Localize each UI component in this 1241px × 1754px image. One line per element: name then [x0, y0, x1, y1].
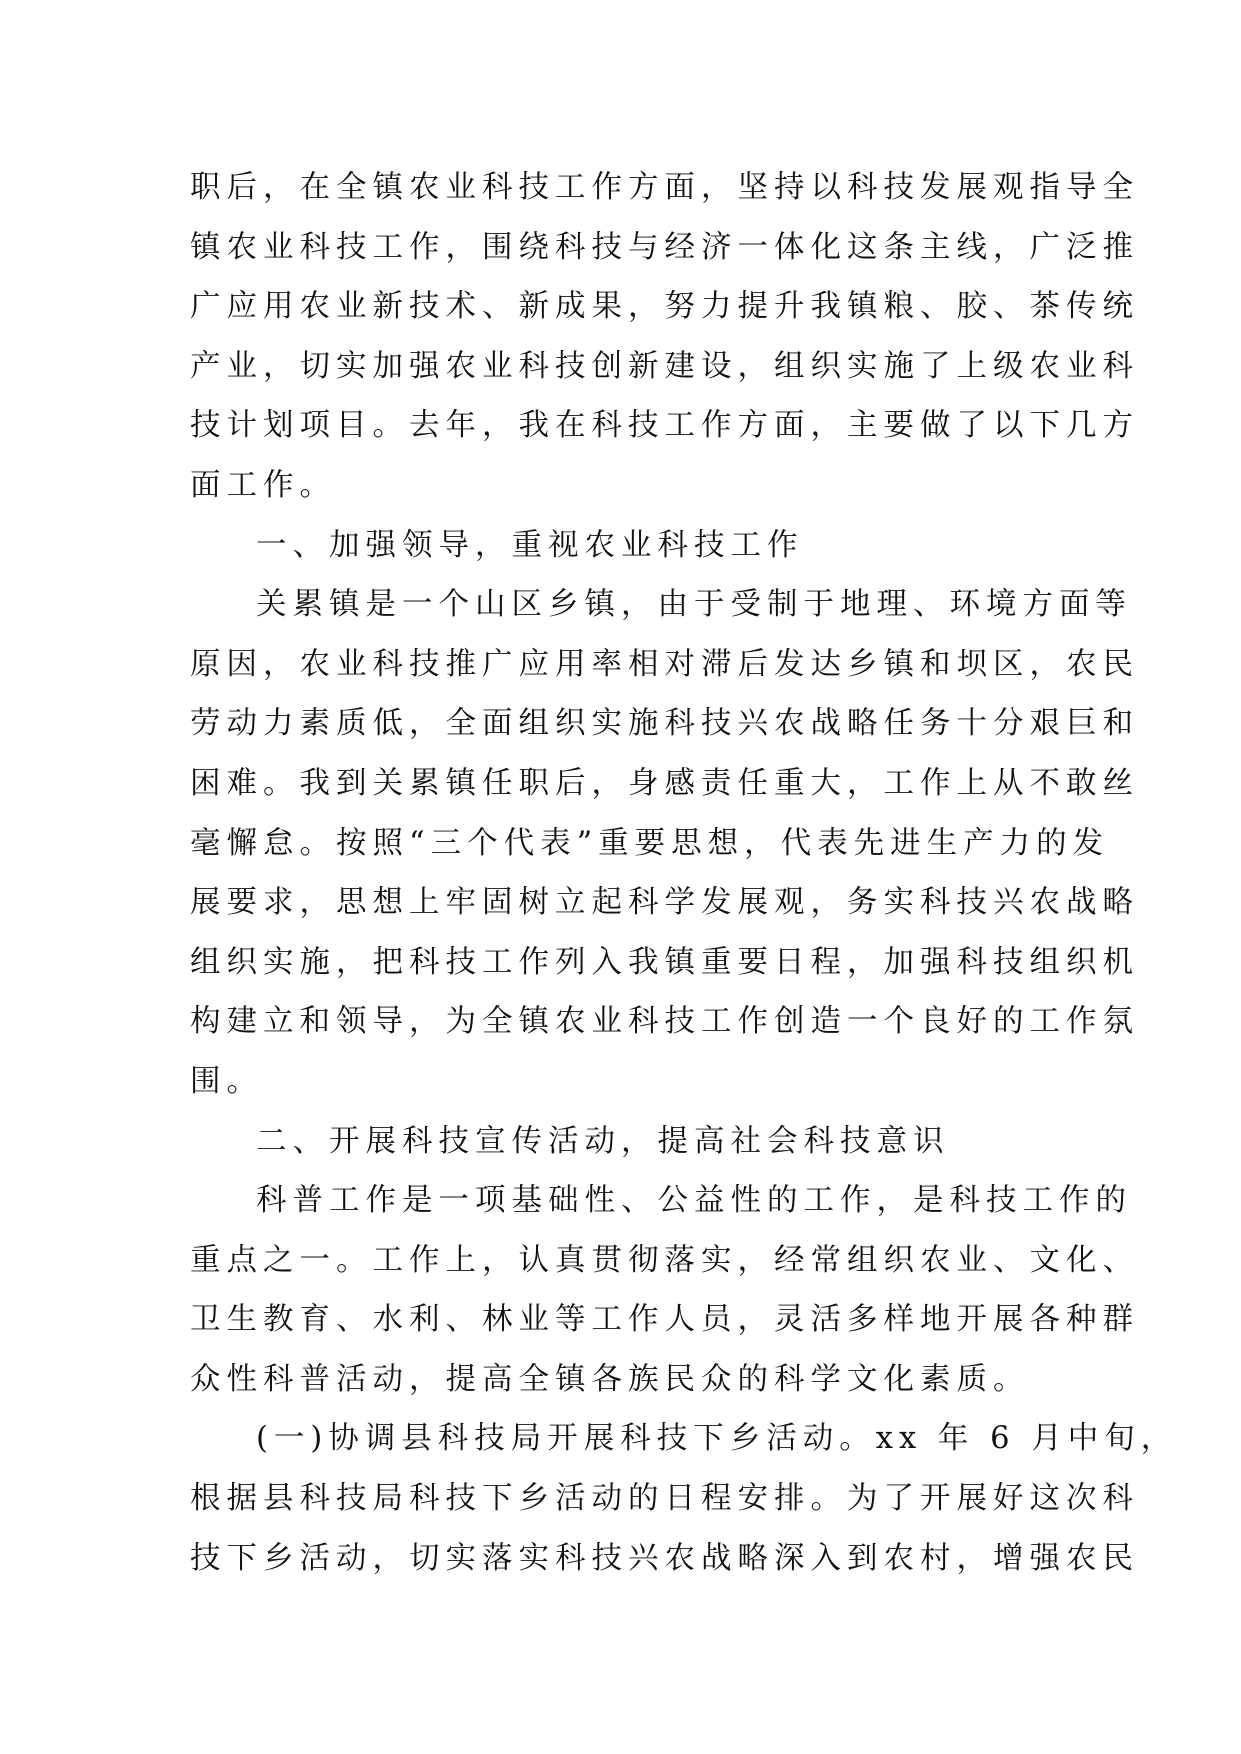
text-line: 重点之一。工作上，认真贯彻落实，经常组织农业、文化、 [190, 1242, 1139, 1278]
text-line: 毫懈怠。按照“三个代表”重要思想，代表先进生产力的发 [190, 825, 1110, 861]
text-line: 根据县科技局科技下乡活动的日程安排。为了开展好这次科 [190, 1481, 1139, 1517]
document-body [190, 158, 1178, 1588]
text-line: 产业，切实加强农业科技创新建设，组织实施了上级农业科 [190, 348, 1139, 384]
text-line: 劳动力素质低，全面组织实施科技兴农战略任务十分艰巨和 [190, 706, 1139, 742]
text-line: 面工作。 [190, 467, 336, 503]
text-line: 原因，农业科技推广应用率相对滞后发达乡镇和坝区，农民 [190, 646, 1139, 682]
text-line: 构建立和领导，为全镇农业科技工作创造一个良好的工作氛 [190, 1004, 1139, 1040]
text-line: 科普工作是一项基础性、公益性的工作，是科技工作的 [256, 1183, 1132, 1219]
section-heading: 二、开展科技宣传活动，提高社会科技意识 [256, 1123, 950, 1159]
text-line: 众性科普活动，提高全镇各族民众的科学文化素质。 [190, 1361, 1030, 1397]
text-line: 职后，在全镇农业科技工作方面，坚持以科技发展观指导全 [190, 170, 1139, 205]
text-line: 展要求，思想上牢固树立起科学发展观，务实科技兴农战略 [190, 885, 1139, 921]
text-line: 关累镇是一个山区乡镇，由于受制于地理、环境方面等 [256, 587, 1132, 623]
text-line: 技下乡活动，切实落实科技兴农战略深入到农村，增强农民 [190, 1540, 1139, 1576]
text-line: 困难。我到关累镇任职后，身感责任重大，工作上从不敢丝 [190, 765, 1139, 801]
text-line: 卫生教育、水利、林业等工作人员，灵活多样地开展各种群 [190, 1302, 1139, 1338]
text-line: 组织实施，把科技工作列入我镇重要日程，加强科技组织机 [190, 944, 1139, 980]
text-line: 镇农业科技工作，围绕科技与经济一体化这条主线，广泛推 [190, 229, 1139, 265]
text-line: 广应用农业新技术、新成果，努力提升我镇粮、胶、茶传统 [190, 289, 1139, 325]
text-line: 技计划项目。去年，我在科技工作方面，主要做了以下几方 [190, 408, 1139, 444]
section-heading: 一、加强领导，重视农业科技工作 [256, 527, 804, 563]
text-line: (一)协调县科技局开展科技下乡活动。xx 年 6 月中旬， [256, 1421, 1178, 1457]
text-line: 围。 [190, 1063, 263, 1099]
